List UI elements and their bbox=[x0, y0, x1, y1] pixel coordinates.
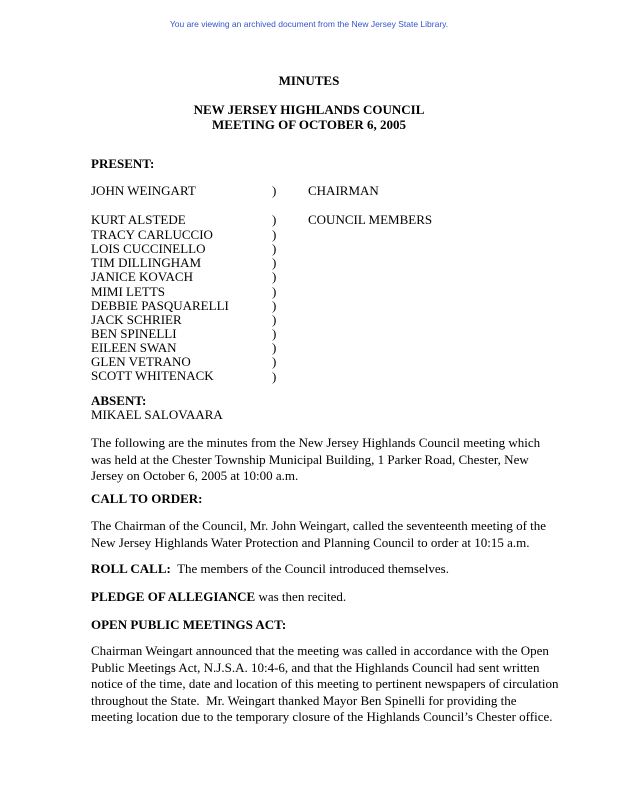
chairman-role: CHAIRMAN bbox=[308, 183, 379, 198]
pledge-text: was then recited. bbox=[255, 589, 347, 604]
intro-paragraph bbox=[91, 435, 541, 485]
pledge-label: PLEDGE OF ALLEGIANCE bbox=[91, 589, 256, 604]
member-paren: ) bbox=[272, 269, 277, 284]
member-paren: ) bbox=[272, 241, 277, 256]
member-paren: ) bbox=[272, 298, 277, 313]
member-paren: ) bbox=[272, 369, 277, 384]
chairman-paren: ) bbox=[272, 183, 277, 198]
member-name: GLEN VETRANO bbox=[91, 354, 191, 369]
member-name: MIMI LETTS bbox=[91, 284, 166, 299]
member-paren: ) bbox=[272, 255, 277, 270]
pledge-line bbox=[91, 589, 346, 605]
archive-banner-link[interactable]: You are viewing an archived document from the New Jersey State Library. bbox=[169, 19, 449, 29]
call-to-order-heading: CALL TO ORDER: bbox=[91, 491, 203, 506]
member-name: KURT ALSTEDE bbox=[91, 212, 186, 227]
member-name: TIM DILLINGHAM bbox=[91, 255, 202, 270]
paragraph-line: was held at the Chester Township Municipal Building, 1 Parker Road, Chester, New bbox=[91, 451, 529, 467]
member-paren: ) bbox=[272, 212, 277, 227]
member-name: DEBBIE PASQUARELLI bbox=[91, 298, 229, 313]
roll-call-text: The members of the Council introduced themselves. bbox=[170, 561, 449, 576]
paragraph-line: Chairman Weingart announced that the meeting was called in accordance with the Open bbox=[91, 643, 549, 658]
paragraph-line: Public Meetings Act, N.J.S.A. 10:4-6, and that the Highlands Council had sent written bbox=[91, 659, 540, 675]
paragraph-line: Jersey on October 6, 2005 at 10:00 a.m. bbox=[91, 468, 299, 483]
member-paren: ) bbox=[272, 354, 277, 369]
paragraph-line: throughout the State. Mr. Weingart thanked Mayor Ben Spinelli for providing the bbox=[91, 692, 517, 708]
absent-name: MIKAEL SALOVAARA bbox=[91, 407, 223, 422]
member-paren: ) bbox=[272, 312, 277, 327]
member-name: JACK SCHRIER bbox=[91, 312, 182, 327]
call-to-order-paragraph bbox=[91, 518, 547, 551]
member-name: LOIS CUCCINELLO bbox=[91, 241, 206, 256]
member-paren: ) bbox=[272, 284, 277, 299]
members-role: COUNCIL MEMBERS bbox=[308, 212, 433, 227]
document-title: MINUTES bbox=[278, 73, 340, 88]
roll-call-line bbox=[91, 561, 449, 577]
member-name: TRACY CARLUCCIO bbox=[91, 227, 213, 242]
roll-call-label: ROLL CALL: bbox=[91, 561, 171, 576]
member-name: SCOTT WHITENACK bbox=[91, 368, 214, 383]
member-paren: ) bbox=[272, 340, 277, 355]
meeting-date: MEETING OF OCTOBER 6, 2005 bbox=[212, 117, 406, 132]
absent-heading: ABSENT: bbox=[91, 393, 147, 408]
open-public-meetings-paragraph bbox=[91, 643, 559, 726]
paragraph-line: The following are the minutes from the New Jersey Highlands Council meeting which bbox=[91, 435, 541, 450]
member-name: JANICE KOVACH bbox=[91, 269, 193, 284]
chairman-name: JOHN WEINGART bbox=[91, 183, 196, 198]
council-name: NEW JERSEY HIGHLANDS COUNCIL bbox=[193, 102, 425, 117]
member-name: BEN SPINELLI bbox=[91, 326, 177, 341]
present-heading: PRESENT: bbox=[91, 156, 155, 171]
open-public-meetings-heading: OPEN PUBLIC MEETINGS ACT: bbox=[91, 617, 287, 632]
paragraph-line: The Chairman of the Council, Mr. John Weingart, called the seventeenth meeting of the bbox=[91, 518, 547, 533]
member-paren: ) bbox=[272, 227, 277, 242]
paragraph-line: New Jersey Highlands Water Protection and Planning Council to order at 10:15 a.m. bbox=[91, 534, 530, 550]
member-name: EILEEN SWAN bbox=[91, 340, 177, 355]
paragraph-line: meeting location due to the temporary closure of the Highlands Council’s Chester office. bbox=[91, 709, 553, 724]
member-paren: ) bbox=[272, 326, 277, 341]
paragraph-line: notice of the time, date and location of this meeting to pertinent newspapers of circulation bbox=[91, 676, 559, 691]
